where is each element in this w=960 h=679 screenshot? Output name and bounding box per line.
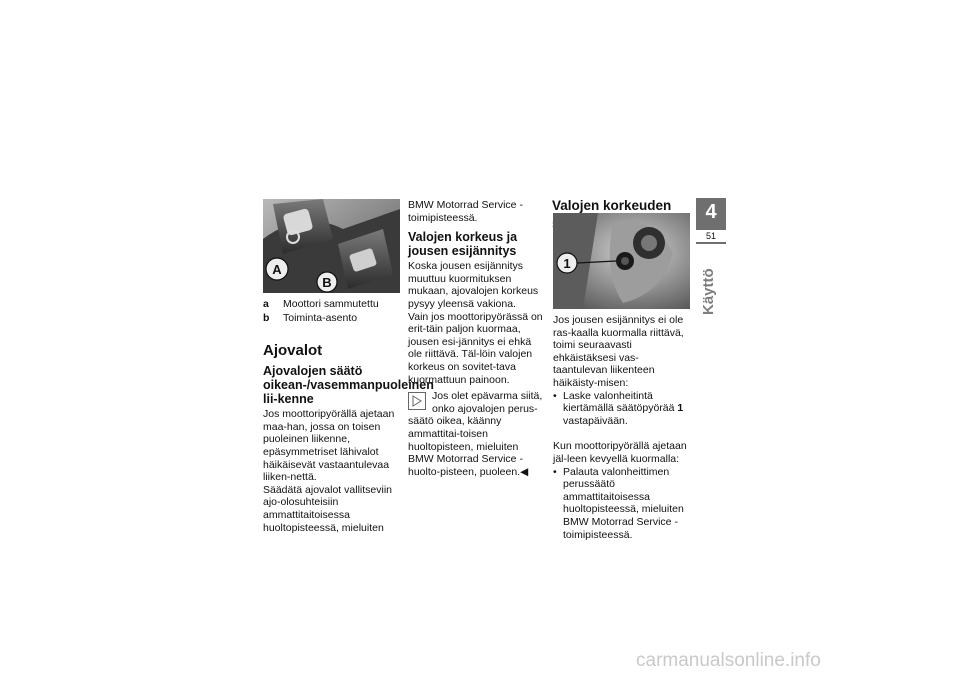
handlebar-switch-illustration [263, 199, 400, 293]
paragraph-adjust-service: Säädätä ajovalot vallitseviin ajo-olosuhteisiin ammattitaitoisessa huoltopisteessä, mieluiten [263, 483, 392, 534]
note-block [408, 390, 544, 478]
legend-text-b: Toiminta-asento [283, 311, 358, 324]
bullet-1-callout: 1 [677, 402, 684, 415]
subsection-title-spring-preload: Valojen korkeus ja jousen esijännitys [408, 230, 518, 259]
note-warning-icon [408, 392, 426, 410]
adjusting-wheel-photo [553, 213, 690, 309]
section-title-headlights: Ajovalot [263, 342, 323, 360]
note-text: Jos olet epävarma siitä, onko ajovalojen perus-säätö oikea, käänny ammattitai-toisen huoltopisteen, mieluiten BMW Motorrad Service -huolto-pisteen, puoleen. [408, 390, 543, 478]
adjusting-wheel-illustration [553, 213, 690, 309]
paragraph-heavy-load-steps: Jos jousen esijännitys ei ole ras-kaalla kuormalla riittävä, toimi seuraavasti ehkäistäksesi vas-taantulevan liikenteen häikäisty-misen: [553, 314, 684, 389]
legend-key-a: a [263, 298, 269, 310]
bullet-1-text: Laske valonheitintä kiertämällä säätöpyörää [563, 389, 678, 415]
photo-label-a: A [272, 262, 282, 277]
column-2 [408, 199, 544, 478]
paragraph-preload-constant: Koska jousen esijännitys muuttuu kuormituksen mukaan, ajovalojen korkeus pysyy yleensä vakiona. [408, 260, 539, 310]
legend-text-a: Moottori sammutettu [283, 298, 379, 310]
paragraph-traffic-side: Jos moottoripyörällä ajetaan maa-han, jossa on toisen puoleinen liikenne, epäsymmetriset lähivalot häikäisevät vastaantulevaa liiken-nettä. [263, 408, 395, 484]
photo-label-1: 1 [563, 256, 571, 271]
end-mark-icon: ◀ [520, 465, 529, 478]
column-3-body [553, 314, 693, 541]
column-1 [263, 298, 434, 534]
paragraph-heavy-load: Vain jos moottoripyörässä on erit-täin paljon kuormaa, jousen esi-jännitys ei ehkä ole riittävä. Täl-löin valojen korkeus on sovitet-tava kuormattuun painoon. [408, 310, 543, 386]
chapter-tab [696, 198, 726, 244]
bullet-lower-headlight [553, 390, 693, 428]
paragraph-light-load: Kun moottoripyörällä ajetaan jäl-leen kevyellä kuormalla: [553, 440, 687, 465]
chapter-title-vertical: Käyttö [700, 268, 717, 315]
bullet-restore-setting: • Palauta valonheittimen perussäätö ammattitaitoisessa huoltopisteessä, mieluiten BMW Motorrad Service -toimipisteessä. [553, 466, 693, 542]
chapter-number: 4 [705, 201, 717, 223]
subsection-title-traffic-side: Ajovalojen säätö oikean-/vasemmanpuoleinen lii-kenne [263, 364, 434, 407]
paragraph-service-continuation: BMW Motorrad Service -toimipisteessä. [408, 199, 523, 224]
section-title-beam-height: Valojen korkeuden [552, 198, 672, 213]
page-number: 51 [696, 230, 726, 242]
watermark: carmanualsonline.info [636, 650, 821, 671]
bullet-1-text-end: vastapäivään. [563, 414, 628, 427]
figure-legend [263, 298, 403, 324]
photo-label-b: B [322, 275, 332, 290]
legend-key-b: b [263, 311, 270, 324]
handlebar-switch-photo [263, 199, 400, 293]
